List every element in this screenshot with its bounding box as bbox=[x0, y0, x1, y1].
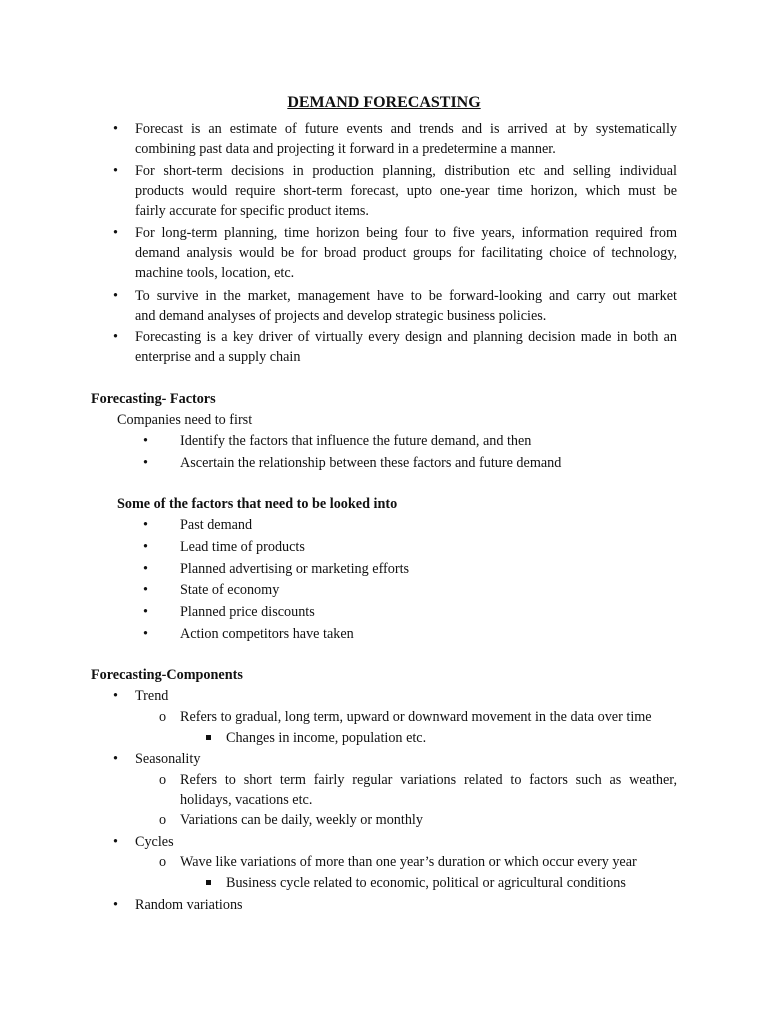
square-bullet-icon bbox=[206, 735, 211, 740]
bullet-icon: • bbox=[113, 897, 118, 913]
bullet-icon: • bbox=[113, 163, 118, 179]
circle-bullet-icon: o bbox=[159, 854, 167, 870]
bullet-icon: • bbox=[143, 626, 148, 642]
trend-detail: Refers to gradual, long term, upward or downward movement in the data over time bbox=[180, 709, 652, 725]
cycles-example: Business cycle related to economic, political or agricultural conditions bbox=[226, 875, 626, 891]
intro-line: Forecasting is a key driver of virtually every design and planning decision made in both an bbox=[135, 329, 677, 345]
factors-item: Ascertain the relationship between these factors and future demand bbox=[180, 455, 562, 471]
bullet-icon: • bbox=[113, 329, 118, 345]
bullet-icon: • bbox=[113, 688, 118, 704]
seasonality-detail: Refers to short term fairly regular variations related to factors such as weather, bbox=[180, 772, 677, 788]
bullet-icon: • bbox=[143, 455, 148, 471]
factor-list-item: Planned advertising or marketing efforts bbox=[180, 561, 410, 577]
component-cycles: Cycles bbox=[135, 834, 174, 850]
component-seasonality: Seasonality bbox=[135, 751, 201, 767]
intro-line: To survive in the market, management have to be forward-looking and carry out market bbox=[135, 288, 677, 304]
bullet-icon: • bbox=[143, 561, 148, 577]
circle-bullet-icon: o bbox=[159, 709, 167, 725]
component-random: Random variations bbox=[135, 897, 243, 913]
component-trend: Trend bbox=[135, 688, 169, 704]
intro-line: machine tools, location, etc. bbox=[135, 265, 295, 281]
intro-line: fairly accurate for specific product items. bbox=[135, 203, 369, 219]
bullet-icon: • bbox=[113, 225, 118, 241]
factor-list-item: Action competitors have taken bbox=[180, 626, 354, 642]
bullet-icon: • bbox=[113, 834, 118, 850]
bullet-icon: • bbox=[113, 751, 118, 767]
factor-list-item: Planned price discounts bbox=[180, 604, 315, 620]
intro-line: products would require short-term forecast, upto one-year time horizon, which must be bbox=[135, 183, 677, 199]
circle-bullet-icon: o bbox=[159, 772, 167, 788]
intro-line: combining past data and projecting it forward in a predetermine a manner. bbox=[135, 141, 556, 157]
factor-list-item: State of economy bbox=[180, 582, 280, 598]
bullet-icon: • bbox=[143, 604, 148, 620]
factor-list-item: Past demand bbox=[180, 517, 253, 533]
factors-item: Identify the factors that influence the future demand, and then bbox=[180, 433, 532, 449]
components-heading: Forecasting-Components bbox=[91, 667, 243, 683]
page-title: DEMAND FORECASTING bbox=[287, 94, 481, 111]
circle-bullet-icon: o bbox=[159, 812, 167, 828]
seasonality-detail: holidays, vacations etc. bbox=[180, 792, 313, 808]
cycles-detail: Wave like variations of more than one year’s duration or which occur every year bbox=[180, 854, 637, 870]
bullet-icon: • bbox=[113, 288, 118, 304]
factors-heading: Forecasting- Factors bbox=[91, 391, 216, 407]
intro-line: and demand analyses of projects and develop strategic business policies. bbox=[135, 308, 547, 324]
seasonality-detail-2: Variations can be daily, weekly or monthly bbox=[180, 812, 423, 828]
factors-subheading: Some of the factors that need to be looked into bbox=[117, 496, 398, 512]
intro-line: For long-term planning, time horizon being four to five years, information required from bbox=[135, 225, 677, 241]
square-bullet-icon bbox=[206, 880, 211, 885]
intro-line: For short-term decisions in production planning, distribution etc and selling individual bbox=[135, 163, 677, 179]
bullet-icon: • bbox=[143, 433, 148, 449]
factors-lead: Companies need to first bbox=[117, 412, 253, 428]
bullet-icon: • bbox=[113, 121, 118, 137]
intro-line: demand analysis would be for broad product groups for facilitating choice of technology, bbox=[135, 245, 677, 261]
intro-line: Forecast is an estimate of future events and trends and is arrived at by systematically bbox=[135, 121, 677, 137]
bullet-icon: • bbox=[143, 582, 148, 598]
bullet-icon: • bbox=[143, 517, 148, 533]
intro-line: enterprise and a supply chain bbox=[135, 349, 301, 365]
trend-example: Changes in income, population etc. bbox=[226, 730, 427, 746]
factor-list-item: Lead time of products bbox=[180, 539, 305, 555]
bullet-icon: • bbox=[143, 539, 148, 555]
